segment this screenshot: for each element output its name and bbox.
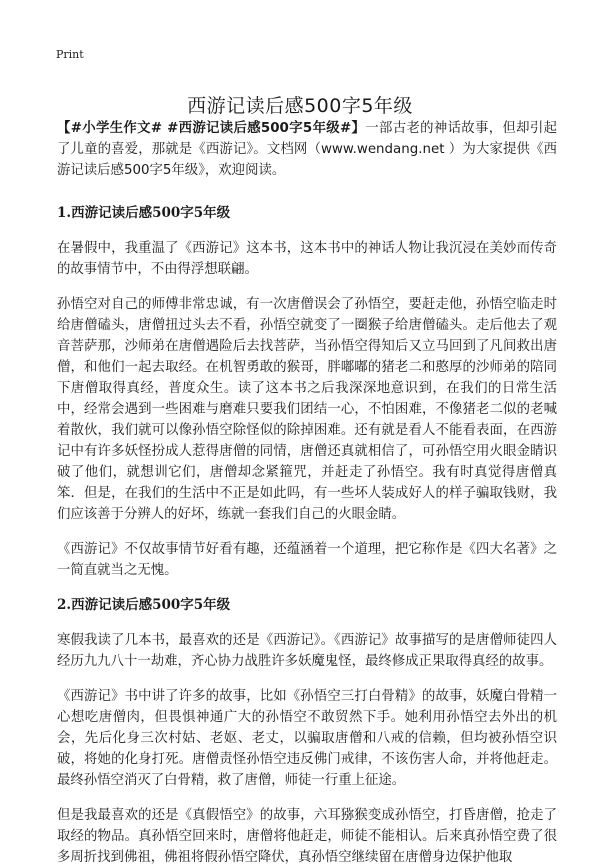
paragraph: 《西游记》不仅故事情节好看有趣，还蕴涵着一个道理，把它称作是《四大名著》之一简直就当之无愧。 (57, 542, 557, 578)
intro-paragraph (57, 118, 557, 181)
intro-tag: 【#小学生作文# #西游记读后感500字5年级#】 (57, 121, 366, 136)
section-heading-2: 2.西游记读后感500字5年级 (57, 597, 231, 613)
paragraph: 孙悟空对自己的师傅非常忠诚，有一次唐僧误会了孙悟空，要赶走他，孙悟空临走时给唐僧磕头，唐僧扭过头去不看，孙悟空就变了一圈猴子给唐僧磕头。走后他去了观音菩萨那，沙师弟在唐僧遇险后去找菩萨，当孙悟空得知后又立马回到了凡间救出唐僧，和他们一起去取经。在机智勇敢的猴哥，胖嘟嘟的猪老二和憨厚的沙师弟的陪同下唐僧取得真经，普度众生。读了这本书之后我深深地意识到，在我们的日常生活中，经常会遇到一些困难与磨难只要我们团结一心，不怕困难，不像猪老二似的老喊着散伙，我们就可以像孙悟空除怪似的除掉困难。还有就是看人不能看表面，在西游记中有许多妖怪扮成人惹得唐僧的同情，唐僧还真就相信了，可孙悟空用火眼金睛识破了他们，就想训它们，唐僧却念紧箍咒，并赶走了孙悟空。我有时真觉得唐僧真笨．但是，在我们的生活中不正是如此吗，有一些坏人装成好人的样子骗取钱财，我们应该善于分辨人的好坏，练就一套我们自己的火眼金睛。 (57, 297, 557, 522)
page-title: 西游记读后感500字5年级 (187, 94, 413, 117)
intro-text: 一部古老的神话故事，但却引起了儿童的喜爱，那就是《西游记》。文档网（www.wendang.net ）为大家提供《西游记读后感500字5年级》，欢迎阅读。 (57, 121, 558, 178)
print-label: Print (56, 48, 84, 61)
section-heading-1: 1.西游记读后感500字5年级 (57, 205, 231, 221)
article-body (57, 118, 557, 868)
paragraph: 《西游记》书中讲了许多的故事，比如《孙悟空三打白骨精》的故事，妖魔白骨精一心想吃唐僧肉，但畏惧神通广大的孙悟空不敢贸然下手。她利用孙悟空去外出的机会，先后化身三次村姑、老妪、老丈，以骗取唐僧和八戒的信赖，但均被孙悟空识破，将她的化身打死。唐僧责怪孙悟空违反佛门戒律，不该伤害人命，并将他赶走。最终孙悟空消灭了白骨精，救了唐僧，师徒一行重上征途。 (57, 689, 557, 788)
paragraph: 但是我最喜欢的还是《真假悟空》的故事，六耳猕猴变成孙悟空，打昏唐僧，抢走了取经的物品。真孙悟空回来时，唐僧将他赶走，师徒不能相认。后来真孙悟空费了很多周折找到佛祖，佛祖将假孙悟空降伏，真孙悟空继续留在唐僧身边保护他取 (57, 808, 557, 865)
paragraph: 寒假我读了几本书，最喜欢的还是《西游记》。《西游记》故事描写的是唐僧师徒四人经历九九八十一劫难，齐心协力战胜许多妖魔鬼怪，最终修成正果取得真经的故事。 (57, 633, 557, 669)
paragraph: 在暑假中，我重温了《西游记》这本书，这本书中的神话人物让我沉浸在美妙而传奇的故事情节中，不由得浮想联翩。 (57, 241, 557, 277)
